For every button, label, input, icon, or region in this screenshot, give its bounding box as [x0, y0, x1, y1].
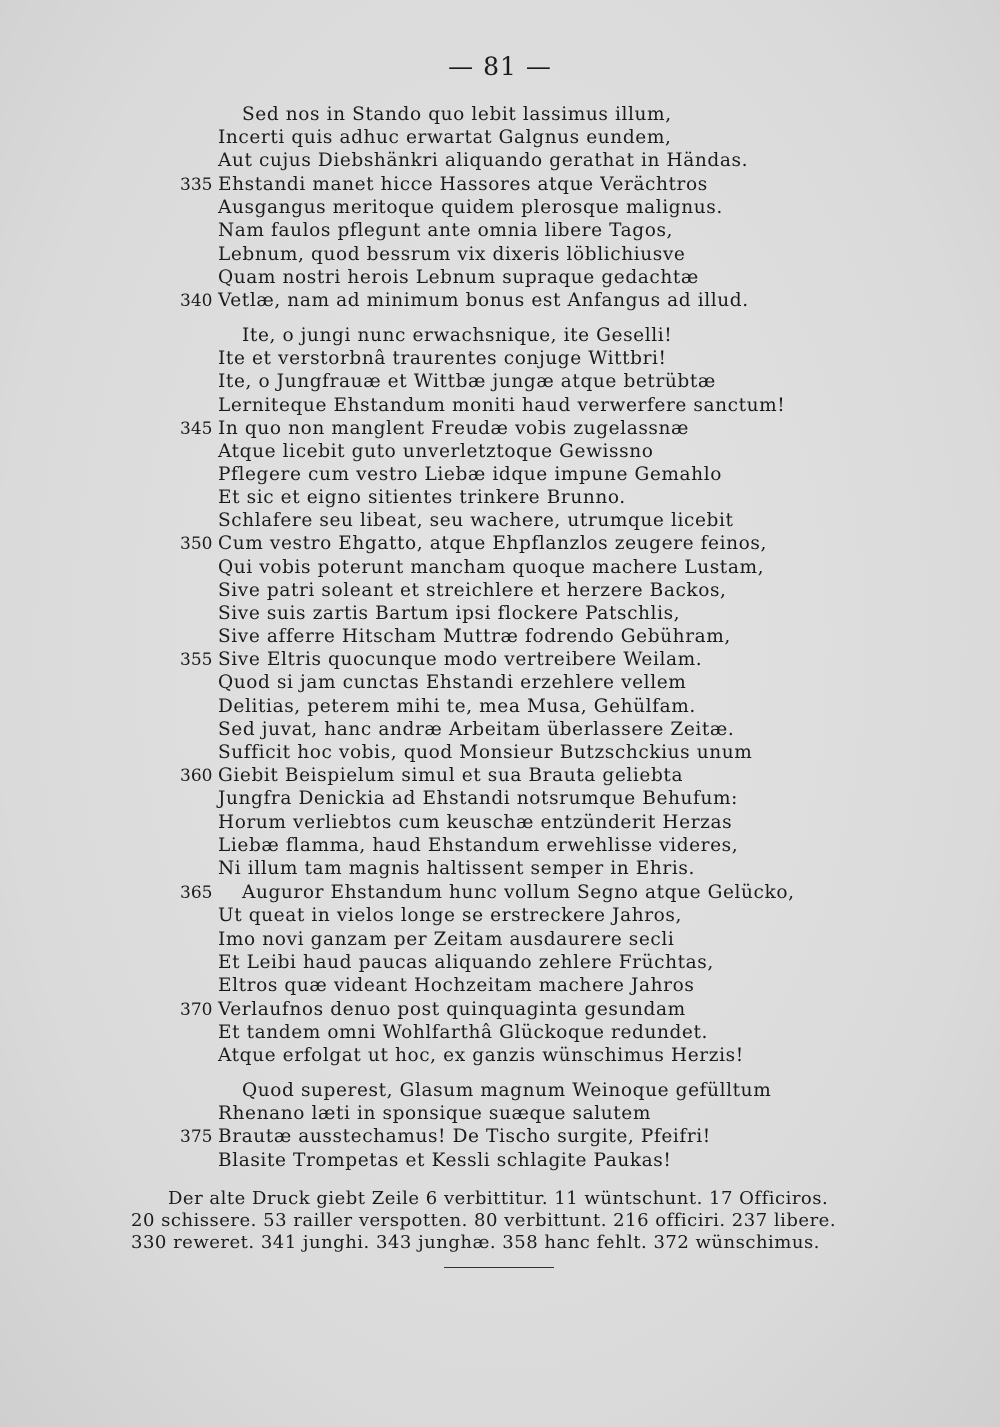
poem-line: [218, 464, 722, 486]
line-text: Et tandem omni Wohlfarthâ Glückoque redundet.: [218, 1022, 708, 1043]
line-text: Nam faulos pflegunt ante omnia libere Tagos,: [218, 220, 674, 241]
line-text: Eltros quæ videant Hochzeitam machere Jahros: [218, 975, 695, 996]
line-number: 345: [180, 419, 213, 439]
line-number: 365: [180, 883, 213, 903]
line-number: 340: [180, 291, 213, 311]
line-text: Et Leibi haud paucas aliquando zehlere Früchtas,: [218, 952, 714, 973]
line-text: Sive afferre Hitscham Muttræ fodrendo Gebühram,: [218, 626, 731, 647]
line-text: Delitias, peterem mihi te, mea Musa, Gehülfam.: [218, 696, 696, 717]
line-text: Atque erfolgat ut hoc, ex ganzis wünschimus Herzis!: [218, 1045, 744, 1066]
poem-line: [180, 174, 708, 196]
poem-line: [218, 672, 686, 694]
line-text: Qui vobis poterunt mancham quoque machere Lustam,: [218, 557, 765, 578]
poem-line: [218, 975, 694, 997]
poem-line: [218, 835, 738, 857]
poem-line: [180, 649, 703, 671]
line-text: Blasite Trompetas et Kessli schlagite Paukas!: [218, 1150, 672, 1171]
poem-line: [218, 150, 748, 172]
line-text: Sed juvat, hanc andræ Arbeitam überlassere Zeitæ.: [218, 719, 735, 740]
line-text: Ite et verstorbnâ traurentes conjuge Wittbri!: [218, 348, 667, 369]
poem-line: [218, 905, 682, 927]
line-text: Pflegere cum vestro Liebæ idque impune Gemahlo: [218, 464, 722, 485]
line-text: Ite, o jungi nunc erwachsnique, ite Geselli!: [242, 325, 673, 346]
line-number: 360: [180, 766, 213, 786]
poem-line: [218, 788, 738, 810]
line-text: Et sic et eigno sitientes trinkere Brunno.: [218, 487, 626, 508]
line-number: 335: [180, 175, 213, 195]
line-text: Atque licebit guto unverletztoque Gewissno: [218, 441, 654, 462]
line-text: Sed nos in Stando quo lebit lassimus illum,: [242, 104, 672, 125]
poem-line: [218, 197, 723, 219]
line-text: Quam nostri herois Lebnum supraque gedachtæ: [218, 267, 699, 288]
line-text: Incerti quis adhuc erwartat Galgnus eundem,: [218, 127, 672, 148]
poem-line: [218, 127, 671, 149]
line-text: Liebæ flamma, haud Ehstandum erwehlisse videres,: [218, 835, 739, 856]
line-number: 370: [180, 1000, 213, 1020]
footnote-line: 20 schissere. 53 railler verspotten. 80 verbittunt. 216 officiri. 237 libere.: [131, 1210, 837, 1231]
line-text: Jungfra Denickia ad Ehstandi notsrumque Behufum:: [218, 788, 738, 809]
line-text: Lebnum, quod bessrum vix dixeris löblichiusve: [218, 244, 686, 265]
poem-line: [218, 952, 714, 974]
poem-line: [218, 696, 696, 718]
poem-line: [180, 1126, 711, 1148]
poem-line: [242, 325, 672, 347]
line-text: Verlaufnos denuo post quinquaginta gesundam: [218, 999, 686, 1020]
line-text: Sive suis zartis Bartum ipsi flockere Patschlis,: [218, 603, 681, 624]
poem-line: [218, 371, 716, 393]
line-text: Schlafere seu libeat, seu wachere, utrumque licebit: [218, 510, 734, 531]
poem-line: [218, 244, 685, 266]
line-text: Brautæ ausstechamus! De Tischo surgite, Pfeifri!: [218, 1126, 711, 1147]
footnote-line: Der alte Druck giebt Zeile 6 verbittitur. 11 wüntschunt. 17 Officiros.: [168, 1188, 829, 1209]
poem-line: [218, 580, 727, 602]
line-text: Cum vestro Ehgatto, atque Ehpflanzlos zeugere feinos,: [218, 533, 767, 554]
line-text: Auguror Ehstandum hunc vollum Segno atque Gelücko,: [242, 882, 795, 903]
line-text: Vetlæ, nam ad minimum bonus est Anfangus ad illud.: [218, 290, 749, 311]
poem-line: [218, 812, 732, 834]
poem-line: [180, 290, 749, 312]
line-text: Ehstandi manet hicce Hassores atque Verächtros: [218, 174, 708, 195]
poem-line: [218, 487, 626, 509]
poem-line: [218, 858, 695, 880]
poem-line: [180, 882, 795, 904]
footnote-line: 330 reweret. 341 junghi. 343 junghæ. 358 hanc fehlt. 372 wünschimus.: [131, 1232, 820, 1253]
poem-line: [218, 267, 699, 289]
poem-line: [218, 719, 734, 741]
line-number: 375: [180, 1127, 213, 1147]
poem-line: [218, 1150, 671, 1172]
line-text: Imo novi ganzam per Zeitam ausdaurere secli: [218, 929, 675, 950]
poem-line: [180, 765, 684, 787]
line-text: Rhenano læti in sponsique suæque salutem: [218, 1103, 651, 1124]
line-text: Sive patri soleant et streichlere et herzere Backos,: [218, 580, 727, 601]
poem-line: [218, 742, 752, 764]
line-text: Horum verliebtos cum keuschæ entzünderit Herzas: [218, 812, 733, 833]
line-text: Sive Eltris quocunque modo vertreibere Weilam.: [218, 649, 703, 670]
poem-line: [218, 557, 764, 579]
poem-line: [218, 1022, 708, 1044]
poem-line: [218, 348, 667, 370]
page-number: — 81 —: [448, 52, 552, 81]
line-text: Giebit Beispielum simul et sua Brauta geliebta: [218, 765, 684, 786]
poem-line: [218, 395, 785, 417]
poem-line: [218, 1103, 651, 1125]
line-text: Ni illum tam magnis haltissent semper in Ehris.: [218, 858, 695, 879]
poem-line: [180, 999, 686, 1021]
line-text: Quod superest, Glasum magnum Weinoque gefülltum: [242, 1080, 772, 1101]
line-text: Lerniteque Ehstandum moniti haud verwerfere sanctum!: [218, 395, 786, 416]
line-text: In quo non manglent Freudæ vobis zugelassnæ: [218, 418, 690, 439]
poem-line: [218, 510, 734, 532]
poem-line: [180, 418, 690, 440]
line-text: Ut queat in vielos longe se erstreckere Jahros,: [218, 905, 682, 926]
poem-line: [218, 603, 680, 625]
poem-line: [218, 220, 673, 242]
line-text: Quod si jam cunctas Ehstandi erzehlere vellem: [218, 672, 687, 693]
line-text: Ausgangus meritoque quidem plerosque malignus.: [218, 197, 723, 218]
poem-line: [218, 626, 731, 648]
line-number: 355: [180, 650, 213, 670]
poem-line: [218, 1045, 744, 1067]
poem-line: [218, 441, 653, 463]
line-text: Ite, o Jungfrauæ et Wittbæ jungæ atque betrübtæ: [218, 371, 716, 392]
line-text: Aut cujus Diebshänkri aliquando gerathat in Händas.: [218, 150, 749, 171]
closing-rule: [444, 1267, 554, 1268]
poem-line: [242, 104, 672, 126]
line-text: Sufficit hoc vobis, quod Monsieur Butzschckius unum: [218, 742, 753, 763]
poem-line: [218, 929, 674, 951]
poem-line: [180, 533, 767, 555]
poem-line: [242, 1080, 771, 1102]
line-number: 350: [180, 534, 213, 554]
